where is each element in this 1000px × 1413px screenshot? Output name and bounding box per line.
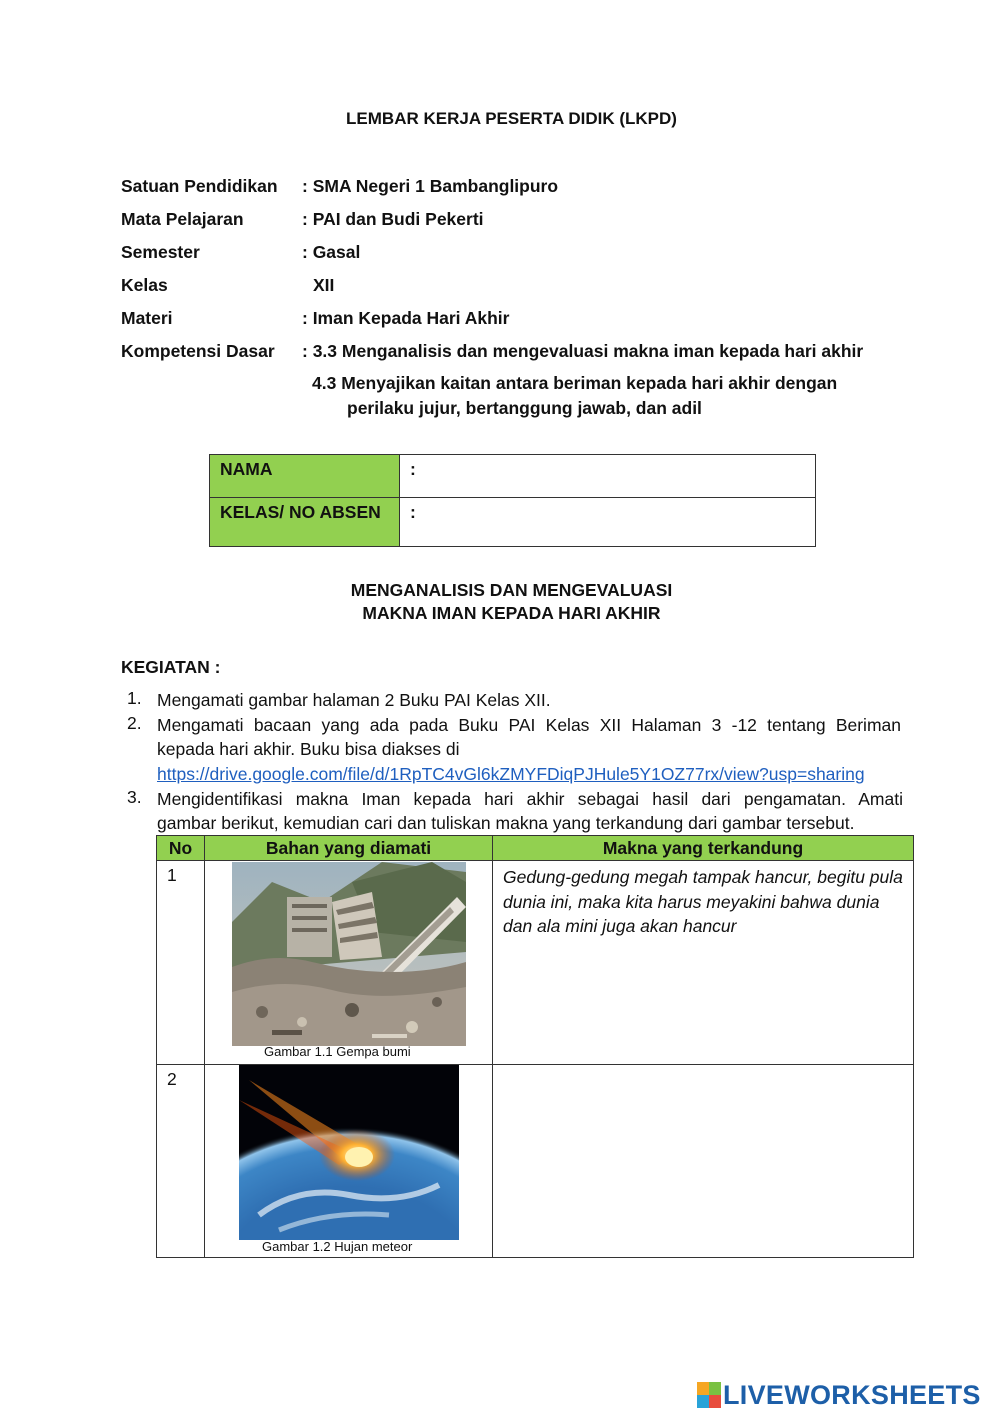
section-title-line2: MAKNA IMAN KEPADA HARI AKHIR bbox=[362, 603, 661, 623]
info-label-mapel: Mata Pelajaran bbox=[121, 209, 244, 229]
info-label-kd: Kompetensi Dasar bbox=[121, 341, 275, 361]
step-number: 2. bbox=[127, 713, 142, 733]
name-field[interactable]: : bbox=[400, 455, 816, 498]
info-label-satuan: Satuan Pendidikan bbox=[121, 176, 278, 196]
info-value-satuan: : SMA Negeri 1 Bambanglipuro bbox=[302, 176, 559, 196]
class-field[interactable]: : bbox=[400, 498, 816, 547]
info-value-mapel: : PAI dan Budi Pekerti bbox=[302, 209, 484, 229]
table-row bbox=[157, 1065, 914, 1258]
row-number: 1 bbox=[157, 861, 205, 1065]
step-2-line1: Mengamati bacaan yang ada pada Buku PAI Kelas XII Halaman 3 -12 tentang Beriman bbox=[157, 715, 901, 735]
page-title: LEMBAR KERJA PESERTA DIDIK (LKPD) bbox=[346, 109, 677, 128]
section-title-line1: MENGANALISIS DAN MENGEVALUASI bbox=[350, 580, 673, 600]
earthquake-image bbox=[232, 862, 466, 1046]
liveworksheets-logo bbox=[697, 1380, 981, 1410]
info-value-semester: : Gasal bbox=[302, 242, 361, 262]
info-label-kelas: Kelas bbox=[121, 275, 168, 295]
step-1-text: Mengamati gambar halaman 2 Buku PAI Kelas XII. bbox=[157, 690, 551, 710]
col-header-makna: Makna yang terkandung bbox=[493, 836, 914, 861]
info-label-materi: Materi bbox=[121, 308, 173, 328]
step-number: 3. bbox=[127, 787, 142, 807]
table-row bbox=[157, 861, 914, 1065]
observation-table bbox=[156, 835, 914, 1258]
step-3-line2: gambar berikut, kemudian cari dan tuliskan makna yang terkandung dari gambar tersebut. bbox=[157, 813, 855, 833]
step-3-line1: Mengidentifikasi makna Iman kepada hari akhir sebagai hasil dari pengamatan. Amati bbox=[157, 789, 903, 809]
row-number: 2 bbox=[157, 1065, 205, 1258]
col-header-bahan: Bahan yang diamati bbox=[205, 836, 493, 861]
meteor-image bbox=[239, 1065, 459, 1240]
info-value-kelas: XII bbox=[313, 275, 335, 295]
kd-4-3-line2: perilaku jujur, bertanggung jawab, dan adil bbox=[347, 398, 702, 418]
image-caption: Gambar 1.2 Hujan meteor bbox=[262, 1239, 413, 1254]
image-caption: Gambar 1.1 Gempa bumi bbox=[264, 1044, 411, 1059]
bahan-cell bbox=[205, 861, 493, 1065]
book-drive-link[interactable]: https://drive.google.com/file/d/1RpTC4vGl6kZMYFDiqPJHule5Y1OZ77rx/view?usp=sharing bbox=[157, 764, 865, 784]
info-value-materi: : Iman Kepada Hari Akhir bbox=[302, 308, 510, 328]
kegiatan-label: KEGIATAN : bbox=[121, 657, 221, 677]
identity-table bbox=[209, 454, 816, 547]
liveworksheets-logo-icon bbox=[697, 1382, 721, 1408]
info-value-kd: : 3.3 Menganalisis dan mengevaluasi makna iman kepada hari akhir bbox=[302, 341, 864, 361]
makna-answer[interactable] bbox=[493, 1065, 914, 1258]
logo-text: LIVEWORKSHEETS bbox=[723, 1379, 981, 1410]
name-label: NAMA bbox=[210, 455, 400, 498]
step-2-line2: kepada hari akhir. Buku bisa diakses di bbox=[157, 739, 460, 759]
class-label: KELAS/ NO ABSEN bbox=[210, 498, 400, 547]
kd-4-3-line1: 4.3 Menyajikan kaitan antara beriman kepada hari akhir dengan bbox=[312, 373, 838, 393]
makna-answer[interactable]: Gedung-gedung megah tampak hancur, begitu pula dunia ini, maka kita harus meyakini bahwa dunia dan ala mini juga akan hancur bbox=[493, 861, 914, 1065]
col-header-no: No bbox=[157, 836, 205, 861]
info-label-semester: Semester bbox=[121, 242, 200, 262]
bahan-cell bbox=[205, 1065, 493, 1258]
step-number: 1. bbox=[127, 688, 142, 708]
